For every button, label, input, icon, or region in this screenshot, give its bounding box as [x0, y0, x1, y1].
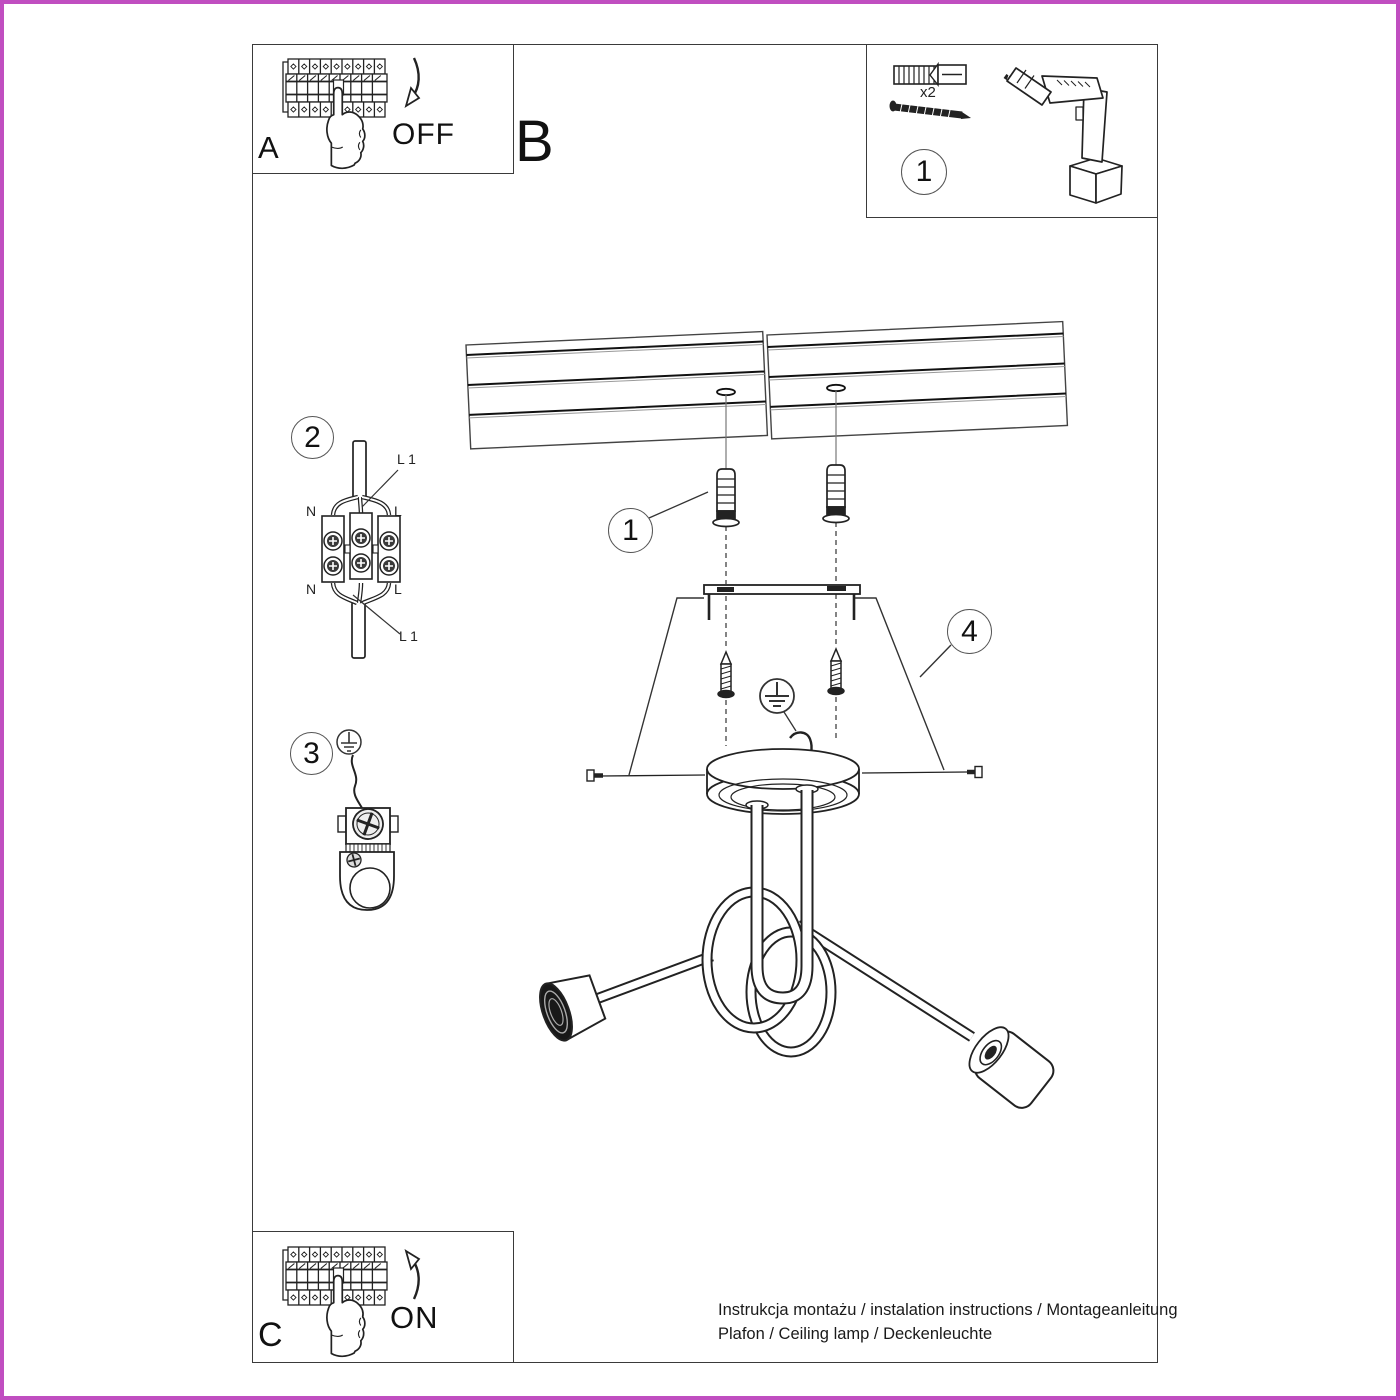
main-panel-b	[252, 44, 1158, 1363]
panel-a-box	[252, 44, 514, 174]
wiring-step-number: 2	[291, 416, 334, 459]
plug-quantity-label: x2	[920, 84, 936, 101]
plug-step-number: 1	[608, 508, 653, 553]
wire-label-l-top: L	[394, 503, 402, 519]
panel-c-box	[252, 1231, 514, 1363]
tools-step-number: 1	[901, 149, 947, 195]
wire-label-l1-top: L 1	[397, 451, 416, 467]
wire-label-n-top: N	[306, 503, 317, 519]
footer-text	[718, 1298, 1178, 1346]
wire-label-l1-bottom: L 1	[399, 628, 418, 644]
footer-line-2: Plafon / Ceiling lamp / Deckenleuchte	[718, 1325, 993, 1343]
power-on-label: ON	[390, 1300, 439, 1335]
panel-a-label: A	[258, 130, 279, 165]
panel-b-label: B	[515, 109, 554, 174]
tools-panel-box	[866, 44, 1158, 218]
footer-line-1: Instrukcja montażu / instalation instructions / Montageanleitung	[718, 1301, 1178, 1319]
panel-c-label: C	[258, 1316, 283, 1354]
cover-step-number: 4	[947, 609, 992, 654]
wire-label-l-bottom: L	[394, 581, 402, 597]
grounding-step-number: 3	[290, 732, 333, 775]
power-off-label: OFF	[392, 118, 455, 151]
wire-label-n-bottom: N	[306, 581, 317, 597]
